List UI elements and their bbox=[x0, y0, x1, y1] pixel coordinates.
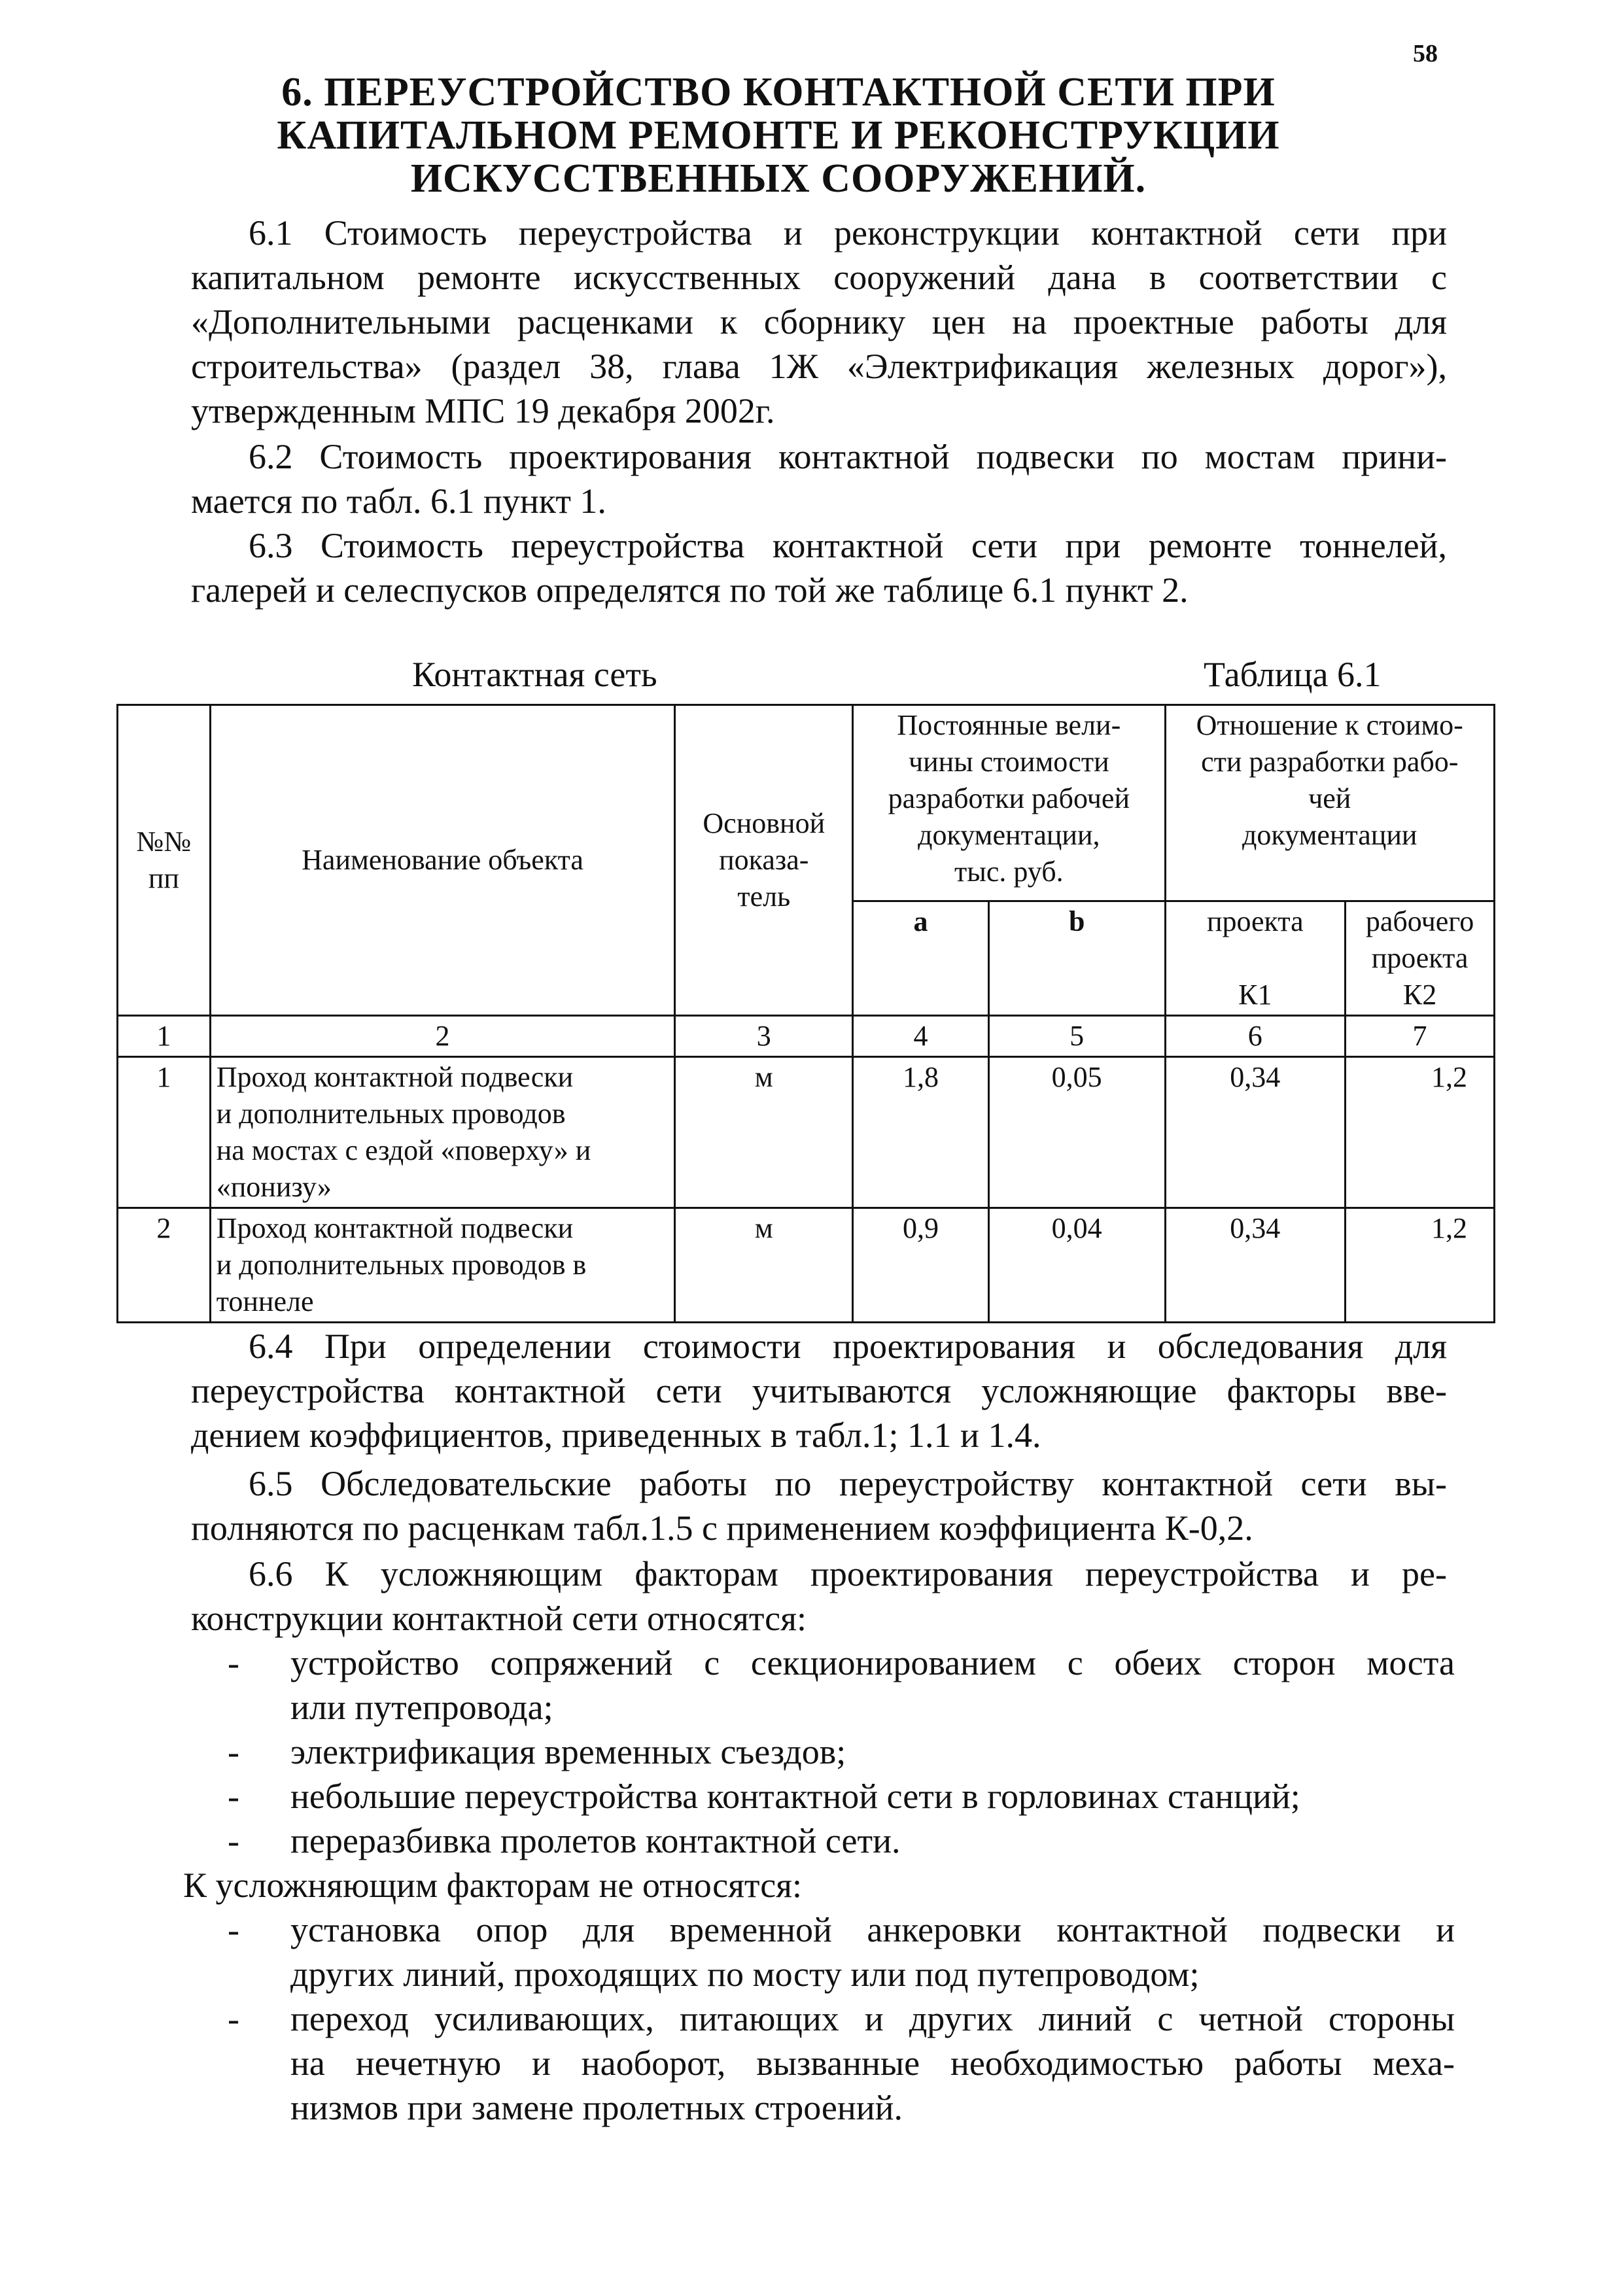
header-work-project-k2 bbox=[1346, 901, 1495, 1016]
column-number: 6 bbox=[1165, 1016, 1346, 1057]
header-ratio bbox=[1165, 705, 1495, 901]
text-line: или путепровода; bbox=[290, 1688, 553, 1727]
header-line: чины стоимости bbox=[908, 746, 1109, 778]
heading-line: КАПИТАЛЬНОМ РЕМОНТЕ И РЕКОНСТРУКЦИИ bbox=[277, 113, 1280, 158]
row-unit: м bbox=[675, 1208, 853, 1323]
name-line: тоннеле bbox=[216, 1285, 314, 1317]
name-line: на мостах с ездой «поверху» и bbox=[216, 1134, 591, 1166]
table-row bbox=[118, 1057, 1495, 1208]
header-project-k1 bbox=[1165, 901, 1346, 1016]
row-b: 0,05 bbox=[988, 1057, 1165, 1208]
header-line: Отношение к стоимо- bbox=[1196, 709, 1463, 741]
row-object-name bbox=[210, 1057, 675, 1208]
column-number: 7 bbox=[1346, 1016, 1495, 1057]
name-line: и дополнительных проводов в bbox=[216, 1249, 587, 1281]
list-dash: - bbox=[228, 1732, 239, 1771]
header-line: пп bbox=[148, 862, 179, 894]
header-line: К1 bbox=[1238, 979, 1272, 1011]
paragraph-6-6 bbox=[191, 1552, 1447, 1641]
text-line: на нечетную и наоборот, вызванные необходимостью работы меха- bbox=[290, 2044, 1455, 2083]
row-k1: 0,34 bbox=[1165, 1057, 1346, 1208]
table-row bbox=[118, 1208, 1495, 1323]
header-line: Основной bbox=[703, 807, 826, 839]
header-b: b bbox=[988, 901, 1165, 1016]
text-line: переход усиливающих, питающих и других линий с четной стороны bbox=[290, 1999, 1455, 2038]
column-number: 3 bbox=[675, 1016, 853, 1057]
row-unit: м bbox=[675, 1057, 853, 1208]
header-constant-values bbox=[853, 705, 1165, 901]
text-line: небольшие переустройства контактной сети в горловинах станций; bbox=[290, 1777, 1300, 1816]
text-line: низмов при замене пролетных строений. bbox=[290, 2088, 903, 2127]
text-line: полняются по расценкам табл.1.5 с применением коэффициента К-0,2. bbox=[191, 1508, 1253, 1548]
row-k2: 1,2 bbox=[1346, 1208, 1495, 1323]
text-line: К усложняющим факторам не относятся: bbox=[183, 1866, 803, 1905]
text-line: переустройства контактной сети учитываются усложняющие факторы вве- bbox=[191, 1371, 1447, 1410]
name-line: «понизу» bbox=[216, 1171, 332, 1203]
list-dash: - bbox=[228, 1910, 239, 1949]
paragraph-6-1 bbox=[191, 211, 1447, 433]
text-line: других линий, проходящих по мосту или под путепроводом; bbox=[290, 1955, 1200, 1994]
header-line: документации, bbox=[918, 819, 1100, 851]
row-number: 1 bbox=[118, 1057, 211, 1208]
row-b: 0,04 bbox=[988, 1208, 1165, 1323]
section-heading bbox=[196, 71, 1361, 200]
paragraph-6-5 bbox=[191, 1461, 1447, 1550]
text-line: конструкции контактной сети относятся: bbox=[191, 1599, 807, 1638]
list-dash: - bbox=[228, 1777, 239, 1816]
text-line: 6.2 Стоимость проектирования контактной подвески по мостам прини- bbox=[249, 437, 1447, 476]
text-line: мается по табл. 6.1 пункт 1. bbox=[191, 481, 606, 521]
header-line: Наименование объекта bbox=[302, 844, 583, 876]
header-line: проекта bbox=[1371, 942, 1469, 974]
not-related-heading bbox=[183, 1863, 1439, 1907]
list-dash: - bbox=[228, 1999, 239, 2038]
header-line: разработки рабочей bbox=[888, 782, 1130, 814]
row-a: 0,9 bbox=[853, 1208, 989, 1323]
page-number: 58 bbox=[1413, 40, 1438, 67]
heading-line: ИСКУССТВЕННЫХ СООРУЖЕНИЙ. bbox=[410, 156, 1147, 201]
column-number: 5 bbox=[988, 1016, 1165, 1057]
header-line: Постоянные вели- bbox=[897, 709, 1121, 741]
header-line: тель bbox=[737, 880, 791, 913]
column-number: 1 bbox=[118, 1016, 211, 1057]
text-line: 6.1 Стоимость переустройства и реконструкции контактной сети при bbox=[249, 213, 1447, 252]
text-line: переразбивка пролетов контактной сети. bbox=[290, 1821, 901, 1860]
header-line: документации bbox=[1242, 819, 1417, 851]
header-name bbox=[210, 705, 675, 1016]
text-line: устройство сопряжений с секционированием с обеих сторон моста bbox=[290, 1643, 1455, 1682]
header-line: проекта bbox=[1206, 905, 1304, 937]
paragraph-6-4 bbox=[191, 1324, 1447, 1457]
column-number: 4 bbox=[853, 1016, 989, 1057]
header-line: К2 bbox=[1402, 979, 1437, 1011]
text-line: дением коэффициентов, приведенных в табл.1; 1.1 и 1.4. bbox=[191, 1416, 1041, 1455]
text-line: установка опор для временной анкеровки контактной подвески и bbox=[290, 1910, 1455, 1949]
text-line: галерей и селеспусков определятся по той же таблице 6.1 пункт 2. bbox=[191, 570, 1189, 610]
contact-network-table bbox=[116, 704, 1495, 1323]
row-object-name bbox=[210, 1208, 675, 1323]
header-line: чей bbox=[1308, 782, 1351, 814]
text-line: 6.4 При определении стоимости проектирования и обследования для bbox=[249, 1327, 1447, 1366]
header-line: рабочего bbox=[1365, 905, 1474, 937]
name-line: Проход контактной подвески bbox=[216, 1212, 574, 1244]
list-dash: - bbox=[228, 1821, 239, 1860]
text-line: строительства» (раздел 38, глава 1Ж «Электрификация железных дорог»), bbox=[191, 347, 1447, 386]
header-line: тыс. руб. bbox=[954, 856, 1064, 888]
text-line: капитальном ремонте искусственных сооружений дана в соответствии с bbox=[191, 258, 1447, 297]
text-line: утвержденным МПС 19 декабря 2002г. bbox=[191, 391, 775, 430]
table-caption-title: Контактная сеть bbox=[412, 655, 657, 694]
column-number: 2 bbox=[210, 1016, 675, 1057]
header-num bbox=[118, 705, 211, 1016]
row-number: 2 bbox=[118, 1208, 211, 1323]
row-k2: 1,2 bbox=[1346, 1057, 1495, 1208]
text-line: электрификация временных съездов; bbox=[290, 1732, 846, 1771]
text-line: 6.5 Обследовательские работы по переустройству контактной сети вы- bbox=[249, 1464, 1447, 1503]
list-dash: - bbox=[228, 1643, 239, 1682]
text-line: 6.3 Стоимость переустройства контактной сети при ремонте тоннелей, bbox=[249, 526, 1447, 565]
paragraph-6-2 bbox=[191, 434, 1447, 523]
paragraph-6-3 bbox=[191, 523, 1447, 612]
header-line: №№ bbox=[136, 826, 192, 858]
name-line: и дополнительных проводов bbox=[216, 1098, 566, 1130]
header-line: показа- bbox=[719, 844, 809, 876]
header-line: сти разработки рабо- bbox=[1201, 746, 1459, 778]
row-k1: 0,34 bbox=[1165, 1208, 1346, 1323]
row-a: 1,8 bbox=[853, 1057, 989, 1208]
text-line: «Дополнительными расценками к сборнику цен на проектные работы для bbox=[191, 302, 1447, 341]
text-line: 6.6 К усложняющим факторам проектирования переустройства и ре- bbox=[249, 1554, 1447, 1593]
heading-line: 6. ПЕРЕУСТРОЙСТВО КОНТАКТНОЙ СЕТИ ПРИ bbox=[281, 70, 1276, 114]
header-a: a bbox=[853, 901, 989, 1016]
header-indicator bbox=[675, 705, 853, 1016]
name-line: Проход контактной подвески bbox=[216, 1061, 574, 1093]
table-caption-number: Таблица 6.1 bbox=[1204, 655, 1382, 694]
